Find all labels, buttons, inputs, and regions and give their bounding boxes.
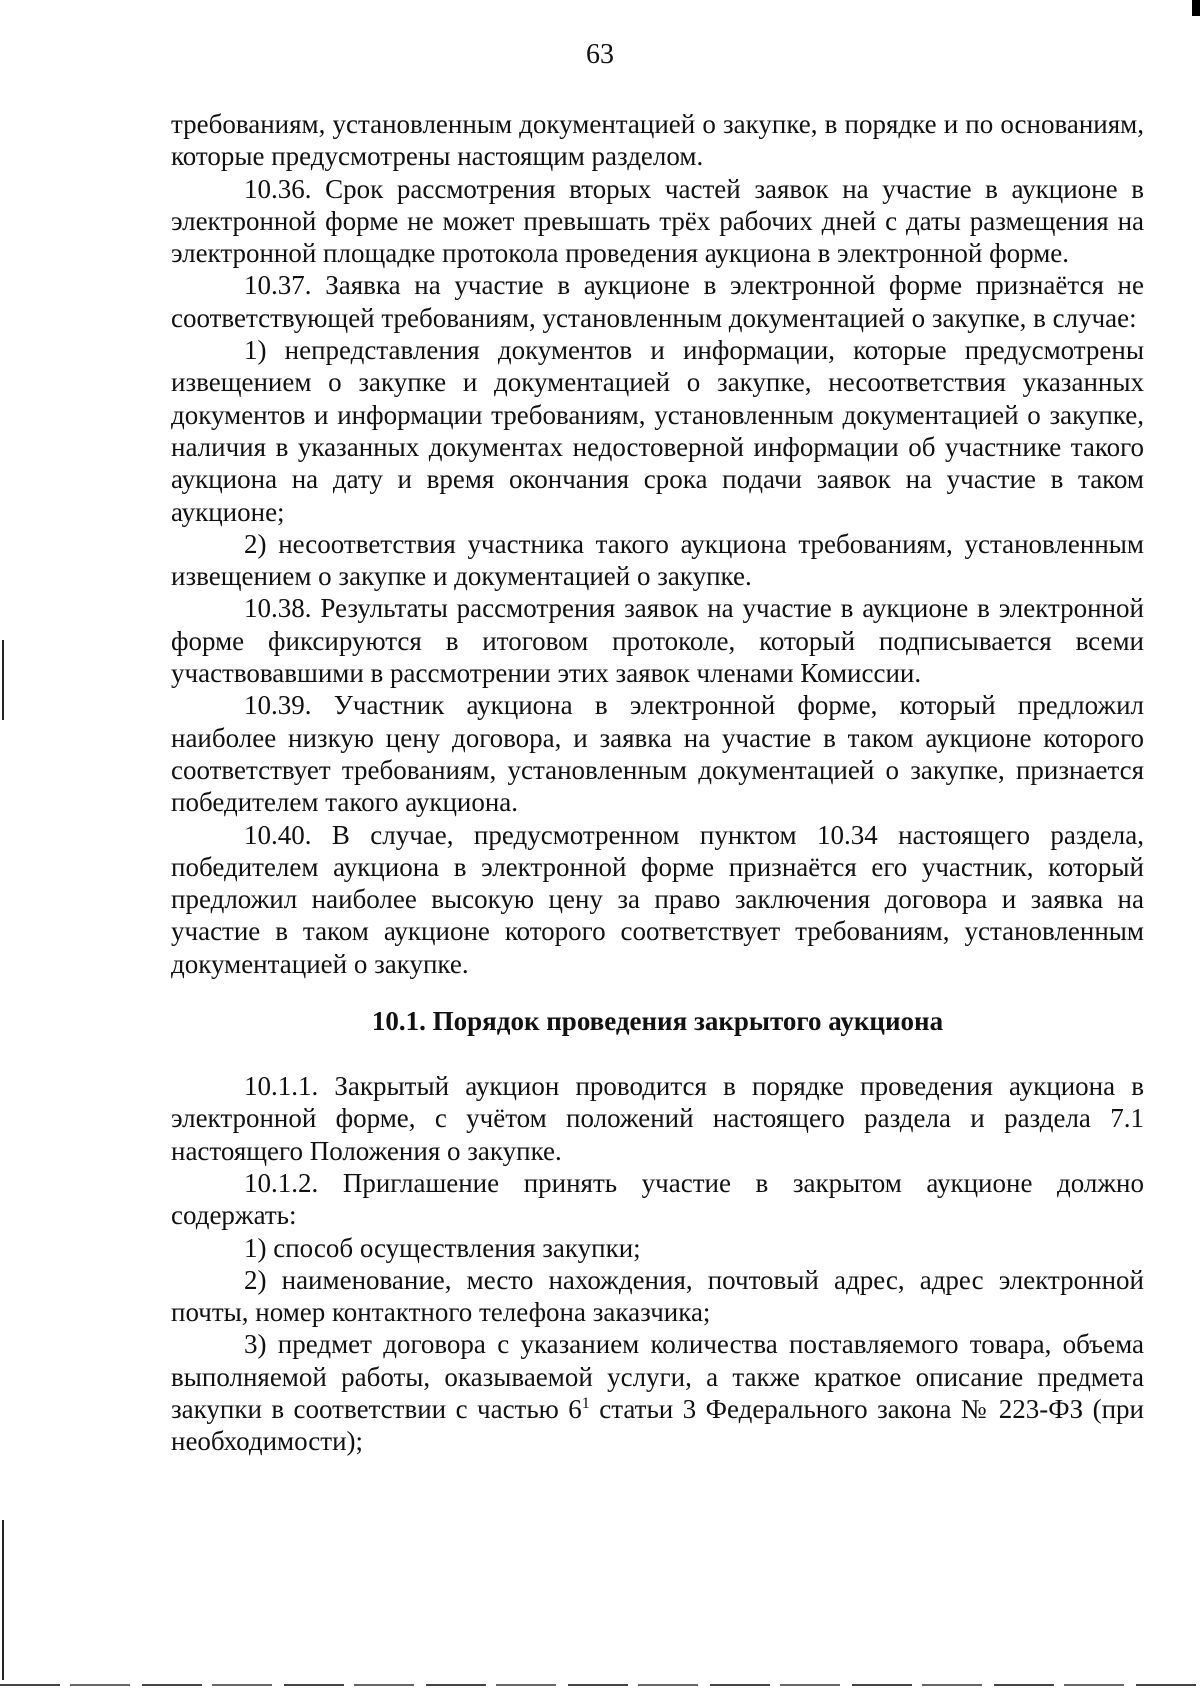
paragraph-10-39: 10.39. Участник аукциона в электронной форме, который предложил наиболее низкую цену договора, и заявка на участие в таком аукционе которого соответствует требованиям, установленным документацией о закупке, признается победителем такого аукциона.: [171, 690, 1144, 818]
list-item-3-text-end: статьи 3 Федерального закона № 223-ФЗ (при необходимости);: [171, 1393, 1144, 1457]
paragraph-10-1-1: 10.1.1. Закрытый аукцион проводится в порядке проведения аукциона в электронной форме, с учётом положений настоящего раздела и раздела 7.1 настоящего Положения о закупке.: [171, 1071, 1144, 1166]
paragraph-10-38: 10.38. Результаты рассмотрения заявок на участие в аукционе в электронной форме фиксируются в итоговом протоколе, который подписывается всеми участвовавшими в рассмотрении этих заявок членами Комиссии.: [171, 593, 1144, 689]
list-item-3-contract-subject: [171, 1328, 1144, 1457]
list-item-1-method: 1) способ осуществления закупки;: [244, 1232, 641, 1263]
list-item-1: 1) непредставления документов и информации, которые предусмотрены извещением о закупке и документацией о закупке, несоответствия указанных документов и информации требованиям, установленным документацией о закупке, наличия в указанных документах недостоверной информации об участнике такого аукциона на дату и время окончания срока подачи заявок на участие в таком аукционе;: [171, 335, 1144, 527]
scan-edge-line: [2, 1520, 4, 1680]
paragraph-10-37: 10.37. Заявка на участие в аукционе в электронной форме признаётся не соответствующей требованиям, установленным документацией о закупке, в случае:: [171, 270, 1144, 333]
page-number: 63: [586, 39, 614, 70]
paragraph-10-1-2: 10.1.2. Приглашение принять участие в закрытом аукционе должно содержать:: [171, 1167, 1144, 1231]
document-body: [171, 108, 1144, 1458]
paragraph-10-36: 10.36. Срок рассмотрения вторых частей заявок на участие в аукционе в электронной форме не может превышать трёх рабочих дней с даты размещения на электронной площадке протокола проведения аукциона в электронной форме.: [171, 173, 1144, 269]
superscript-mark: 1: [581, 1394, 590, 1412]
list-item-3-text: 3) предмет договора с указанием количества поставляемого товара, объема выполняемой работы, оказываемой услуги, а также краткое описание предмета закупки в соответствии с частью 6: [171, 1329, 1144, 1424]
paragraph-continuation: требованиям, установленным документацией о закупке, в порядке и по основаниям, которые предусмотрены настоящим разделом.: [171, 109, 1144, 172]
scan-edge-line: [2, 640, 4, 720]
list-item-2: 2) несоответствия участника такого аукциона требованиям, установленным извещением о закупке и документацией о закупке.: [171, 528, 1144, 592]
scan-bottom-line: [0, 1684, 1200, 1686]
scan-edge-mark: [1192, 0, 1200, 16]
paragraph-10-40: 10.40. В случае, предусмотренном пунктом 10.34 настоящего раздела, победителем аукциона в электронной форме признаётся его участник, который предложил наиболее высокую цену за право заключения договора и заявка на участие в таком аукционе которого соответствует требованиям, установленным документацией о закупке.: [171, 819, 1144, 979]
list-item-2-customer-info: 2) наименование, место нахождения, почтовый адрес, адрес электронной почты, номер контактного телефона заказчика;: [171, 1264, 1144, 1328]
section-heading: 10.1. Порядок проведения закрытого аукциона: [371, 1006, 944, 1037]
